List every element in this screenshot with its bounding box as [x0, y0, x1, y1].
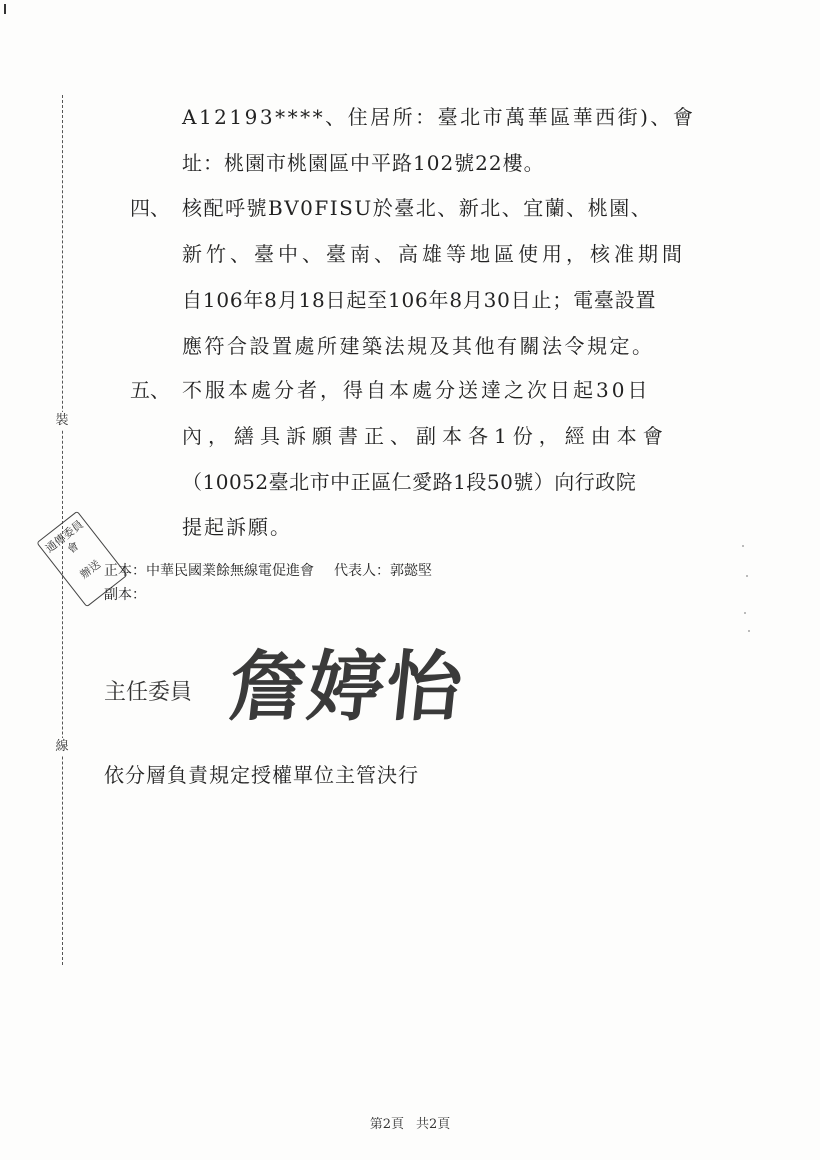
seal-text-bottom: 辦送 [77, 557, 103, 582]
item-line: 新竹、臺中、臺南、高雄等地區使用，核准期間 [182, 242, 686, 266]
item-line: 自106年8月18日起至106年8月30日止；電臺設置 [182, 288, 657, 312]
scan-noise [746, 575, 748, 577]
page-number: 第2頁 [369, 1117, 404, 1132]
original-recipient-label: 正本：中華民國業餘無線電促進會 [104, 563, 314, 579]
seal-text-top: 通傳委員會 [43, 517, 86, 557]
original-recipient [104, 561, 432, 581]
delegation-note: 依分層負責規定授權單位主管決行 [104, 763, 419, 787]
body-line: 址：桃園市桃園區中平路102號22樓。 [182, 151, 545, 175]
scan-noise [744, 612, 746, 614]
item-number: 五、 [130, 378, 170, 402]
item-line: 內，繕具訴願書正、副本各1份，經由本會 [182, 424, 669, 448]
body-line: A12193****、住居所：臺北市萬華區華西街)、會 [182, 105, 696, 129]
item-line: 提起訴願。 [182, 515, 292, 539]
signer-name-signature: 詹婷怡 [225, 642, 469, 731]
scan-noise [742, 545, 744, 547]
copy-recipient: 副本： [104, 587, 146, 603]
signer-title: 主任委員 [104, 680, 193, 705]
binding-mark-zhuang: 裝 [55, 413, 69, 428]
item-line: 應符合設置處所建築法規及其他有關法令規定。 [182, 334, 655, 358]
scan-noise [748, 630, 750, 632]
page-footer [0, 1116, 820, 1134]
item-line: 不服本處分者，得自本處分送達之次日起30日 [182, 378, 651, 402]
binding-mark-xian: 線 [55, 739, 69, 754]
item-line: 核配呼號BV0FISU於臺北、新北、宜蘭、桃園、 [182, 196, 653, 220]
item-line: （10052臺北市中正區仁愛路1段50號）向行政院 [182, 470, 637, 494]
page-total: 共2頁 [416, 1117, 451, 1132]
scan-edge-mark [4, 4, 6, 14]
item-number: 四、 [130, 196, 170, 220]
representative-label: 代表人：郭懿堅 [334, 563, 432, 579]
